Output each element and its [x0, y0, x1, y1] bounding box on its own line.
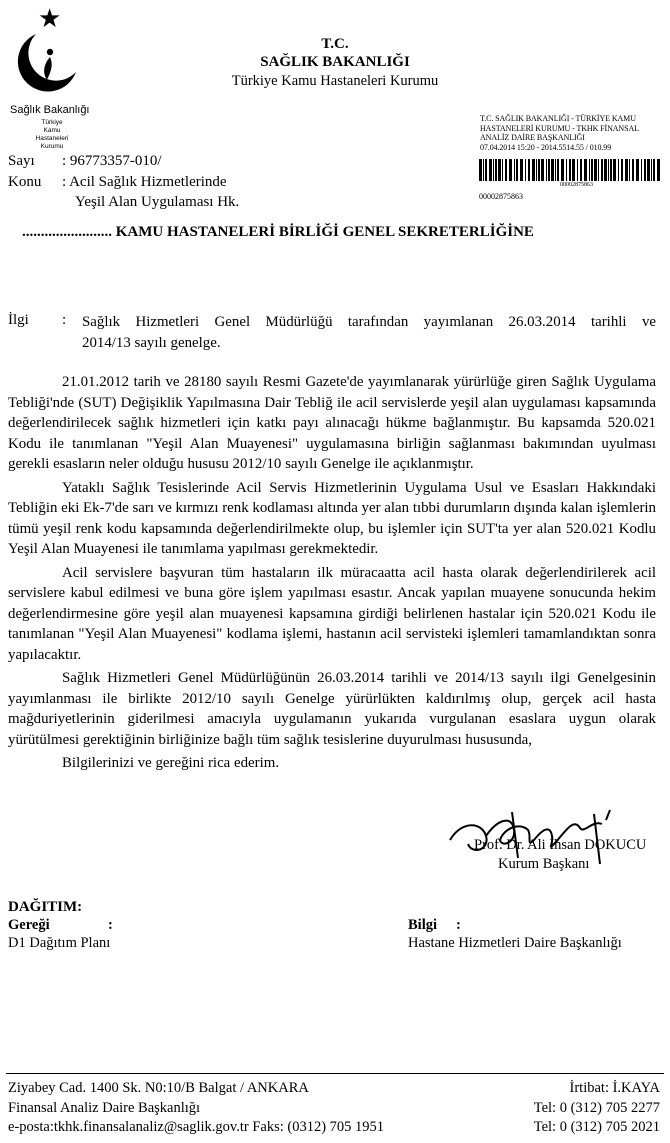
letter-body — [8, 372, 656, 774]
footer-department: Finansal Analiz Daire Başkanlığı — [8, 1100, 201, 1116]
header-line1: T.C. — [321, 36, 349, 52]
sayi-value: : 96773357-010/ — [62, 153, 162, 169]
footer-contact: e-posta:tkhk.finansalanaliz@saglik.gov.tr Faks: (0312) 705 1951 — [8, 1119, 385, 1135]
bilgi-value: Hastane Hizmetleri Daire Başkanlığı — [408, 935, 622, 951]
header-ministry: SAĞLIK BAKANLIĞI — [260, 54, 410, 70]
paragraph: Acil servislere başvuran tüm hastaların ilk müracaatta acil hasta olarak değerlendirilerek acil servislere kabul edilmesi ve buna göre işlem yapılması esastır. Ancak yapılan muayene sonucunda hekim değerlendirmesine göre yeşil alan muayenesi kapsamına girdiği belirlenen hastalar için 520.021 Kodu ile tanımlanan "Yeşil Alan Muayenesi" kodlama işlemi, hastanın acil servisteki işlemleri tamamlandıktan sonra yapılacaktır. — [8, 564, 656, 663]
header-institution: Türkiye Kamu Hastaneleri Kurumu — [231, 73, 439, 89]
document-code: 00002875863 — [479, 192, 523, 201]
ilgi-colon: : — [62, 312, 67, 328]
paragraph: Sağlık Hizmetleri Genel Müdürlüğünün 26.03.2014 tarihli ve 2014/13 sayılı ilgi Genelgesinin yayımlanması ile birlikte 2012/10 sayılı Genelge yürürlükten kaldırılmış olup, gerçek acil hasta mağduriyetlerinin giderilmesi amacıyla uygulamanın yukarıda vurgulanan esaslara uygun olarak yürütülmesi gerektiğinin birliğinize bağlı tüm sağlık tesislerine duyurulması hususunda, — [8, 670, 656, 748]
sayi-label: Sayı — [8, 153, 35, 169]
konu-value: : Acil Sağlık Hizmetlerinde — [62, 174, 227, 190]
footer-tel2: Tel: 0 (312) 705 2021 — [533, 1119, 660, 1135]
ilgi-label: İlgi — [8, 312, 29, 328]
gereği-colon: : — [108, 917, 113, 933]
paragraph: 21.01.2012 tarih ve 28180 sayılı Resmi Gazete'de yayımlanarak yürürlüğe giren Sağlık Uygulama Tebliği'nde (SUT) Değişiklik Yapılmasına Dair Tebliğ ile acil servislerde yeşil alan uygulaması kapsamında değerlendirilecek sağlık hizmetleri için katkı payı alınacağı hükme bağlanmıştır. Bu kapsamda 520.021 Kodu ile tanımlanan "Yeşil Alan Muayenesi" uygulamasına birliğin sağlanması bakımından uyulması gerekli esasların neler olduğu hususu 2012/10 sayılı Genelge ile açıklanmıştır. — [8, 374, 656, 472]
paragraph: Yataklı Sağlık Tesislerinde Acil Servis Hizmetlerinin Uygulama Usul ve Esasları Hakkındaki Tebliğin eki Ek-7'de sarı ve kırmızı renk kodlaması altında yer alan tıbbi durumların dışında kalan işlemlerin tümü yeşil renk kodu kapsamında değerlendirilmekte olup, bu işlemler için SUT'ta yer alan 520.021 Kodlu Yeşil Alan Muayenesi ile tanımlama yapılması gerekmektedir. — [8, 479, 656, 557]
star-icon: ★ — [38, 4, 62, 33]
barcode — [479, 159, 661, 181]
gereği-label: Gereği — [8, 917, 50, 933]
distribution-heading: DAĞITIM: — [8, 899, 83, 915]
bilgi-colon: : — [456, 917, 461, 933]
gereği-value: D1 Dağıtım Planı — [8, 935, 111, 951]
signatory-title: Kurum Başkanı — [498, 856, 590, 872]
konu-value-cont: Yeşil Alan Uygulaması Hk. — [75, 194, 240, 210]
footer-tel1: Tel: 0 (312) 705 2277 — [533, 1100, 660, 1116]
logo-subtext: Türkiye Kamu Hastaneleri Kurumu — [35, 119, 69, 150]
signatory-name: Prof. Dr. Ali İhsan DOKUCU — [474, 837, 647, 853]
recipient: ........................ KAMU HASTANELERİ BİRLİĞİ GENEL SEKRETERLİĞİNE — [22, 224, 534, 240]
konu-label: Konu — [8, 174, 42, 190]
registration-stamp: T.C. SAĞLIK BAKANLIĞI - TÜRKİYE KAMU HASTANELERİ KURUMU - TKHK FİNANSAL ANALİZ DAİRE BAŞKANLIĞI 07.04.2014 15:20 - 2014.5514.55 / 010.99 — [480, 114, 639, 152]
footer-divider — [6, 1073, 664, 1074]
paragraph: Bilgilerinizi ve gereğini rica ederim. — [62, 755, 280, 771]
barcode-number: 00002875863 — [560, 182, 593, 188]
bilgi-label: Bilgi — [408, 917, 438, 933]
logo-text: Sağlık Bakanlığı — [10, 104, 90, 116]
ilgi-text: Sağlık Hizmetleri Genel Müdürlüğü tarafından yayımlanan 26.03.2014 tarihli ve 2014/13 sayılı genelge. — [82, 314, 656, 351]
footer-irtibat: İrtibat: İ.KAYA — [569, 1080, 660, 1096]
footer-address: Ziyabey Cad. 1400 Sk. N0:10/B Balgat / ANKARA — [8, 1080, 309, 1096]
